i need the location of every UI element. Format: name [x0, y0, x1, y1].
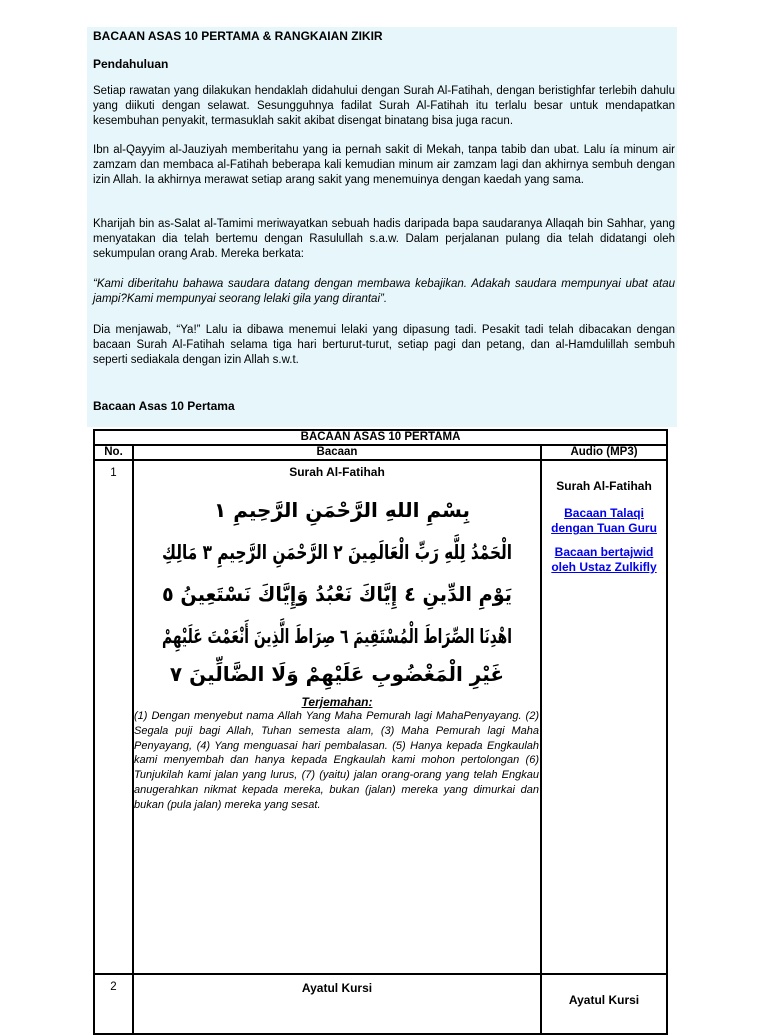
paragraph-5: Dia menjawab, “Ya!” Lalu ia dibawa menemui lelaki yang dipasung tadi. Pesakit tadi telah dibacakan dengan bacaan Surah Al-Fatihah selama tiga hari berturut-turut, setiap pagi dan petang, dan al-Hamdulillah sembuh seperti sediakala dengan izin Allah s.w.t.: [93, 324, 675, 366]
header-audio: Audio (MP3): [541, 445, 667, 460]
audio-title: Surah Al-Fatihah: [556, 479, 652, 493]
link-bacaan-talaqi[interactable]: Bacaan Talaqi dengan Tuan Guru: [551, 506, 657, 535]
audio-cell: [541, 974, 667, 1034]
row-number: 1: [94, 460, 133, 974]
link-bacaan-bertajwid[interactable]: Bacaan bertajwid oleh Ustaz Zulkifly: [551, 545, 657, 574]
table-caption: BACAAN ASAS 10 PERTAMA: [94, 430, 667, 445]
table-row: [94, 460, 667, 974]
audio-title: Ayatul Kursi: [568, 993, 640, 1007]
page-title: BACAAN ASAS 10 PERTAMA & RANGKAIAN ZIKIR: [93, 29, 383, 43]
paragraph-quote: “Kami diberitahu bahawa saudara datang dengan membawa kebajikan. Adakah saudara mempunyai ubat atau jampi?Kami mempunyai seorang lelaki gila yang dirantai”.: [93, 278, 675, 305]
pendahuluan-heading: Pendahuluan: [93, 57, 169, 71]
terjemahan-heading: Terjemahan:: [301, 695, 373, 709]
terjemahan-text: (1) Dengan menyebut nama Allah Yang Maha Pemurah lagi MahaPenyayang. (2) Segala puji bagi Allah, Tuhan semesta alam, (3) Maha Pemurah lagi Maha Penyayang, (4) Yang menguasai hari pembalasan. (5) Hanya kepada Engkaulah kami menyembah dan hanya kepada Engkaulah kami mohon pertolongan (6) Tunjukilah kami jalan yang lurus, (7) (yaitu) jalan orang-orang yang telah Engkau anugerahkan nikmat kepada mereka, bukan (jalan) mereka yang dimurkai dan bukan (pula jalan) mereka yang sesat.: [134, 710, 539, 811]
paragraph-2: Ibn al-Qayyim al-Jauziyah memberitahu yang ia pernah sakit di Mekah, tanpa tabib dan ubat. Lalu ía minum air zamzam dan membaca al-Fatihah beberapa kali kemudian minum air zamzam lagi dan akhirnya sembuh dengan izin Allah. Ia akhirnya merawat setiap arang sakit yang menemuinya dengan kaedah yang sama.: [93, 144, 675, 186]
arabic-text-image: [157, 487, 586, 687]
intro-section: [87, 27, 677, 427]
bacaan-cell: [133, 460, 586, 974]
arabic-line: غَيْرِ الْمَغْضُوبِ عَلَيْهِمْ وَلَا الضَّالِّينَ ٧: [169, 662, 505, 686]
table-row: [94, 974, 667, 1034]
header-bacaan: Bacaan: [133, 445, 541, 460]
arabic-line: بِسْمِ اللهِ الرَّحْمَنِ الرَّحِيمِ ١: [214, 498, 470, 522]
arabic-line: الْحَمْدُ لِلَّهِ رَبِّ الْعَالَمِينَ ٢ الرَّحْمَنِ الرَّحِيمِ ٣ مَالِكِ: [162, 540, 564, 564]
surah-title: Ayatul Kursi: [301, 981, 373, 995]
surah-title: Surah Al-Fatihah: [289, 465, 385, 479]
arabic-line: اهْدِنَا الصِّرَاطَ الْمُسْتَقِيمَ ٦ صِرَاطَ الَّذِينَ أَنْعَمْتَ عَلَيْهِمْ: [161, 624, 586, 648]
bacaan-asas-heading: Bacaan Asas 10 Pertama: [93, 399, 235, 413]
row-number: 2: [94, 974, 133, 1034]
paragraph-3: Kharijah bin as-Salat al-Tamimi meriwayatkan sebuah hadis daripada bapa saudaranya Allaqah bin Sahhar, yang menyatakan dia telah bertemu dengan Rasulullah s.a.w. Dalam perjalanan pulang dia telah didatangi oleh sekumpulan orang Arab. Mereka berkata:: [93, 218, 675, 260]
bacaan-cell: [133, 974, 541, 1034]
arabic-line: يَوْمِ الدِّينِ ٤ إِيَّاكَ نَعْبُدُ وَإِيَّاكَ نَسْتَعِينُ ٥: [162, 582, 516, 606]
bacaan-table: [93, 429, 668, 1035]
header-no: No.: [94, 445, 133, 460]
paragraph-1: Setiap rawatan yang dilakukan hendaklah didahului dengan Surah Al-Fatihah, dengan beristighfar terlebih dahulu yang diikuti dengan selawat. Sesungguhnya fadilat Surah Al-Fatihah itu terlalu besar untuk mendapatkan kesembuhan penyakit, termasuklah sakit akibat disengat binatang bisa juga racun.: [93, 85, 675, 127]
audio-cell: [541, 460, 667, 974]
